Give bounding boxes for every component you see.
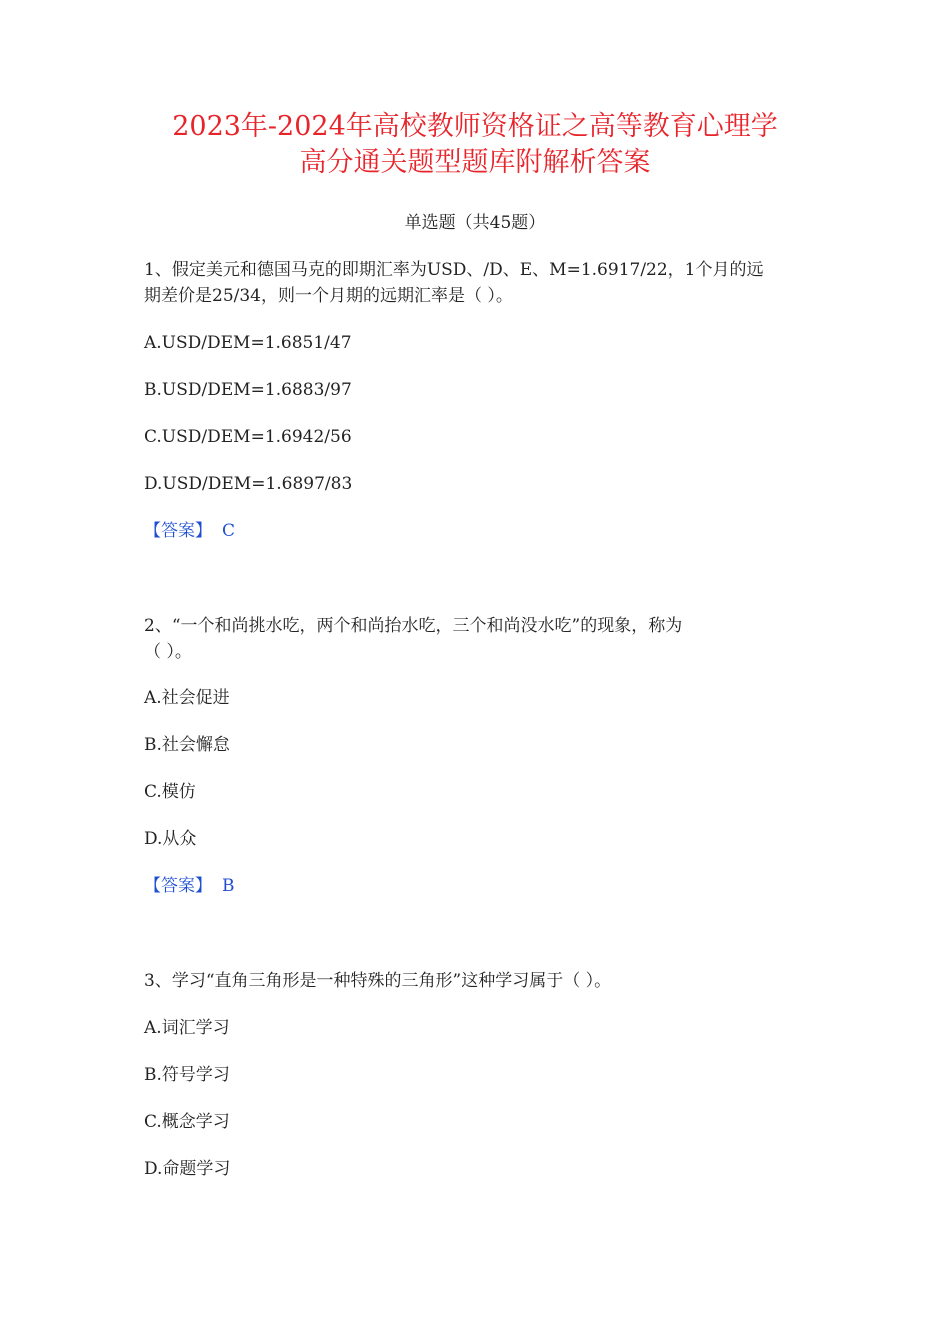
- question-1-option-a: A.USD/DEM=1.6851/47: [144, 333, 352, 353]
- question-2-answer: [144, 873, 235, 899]
- document-title-line-2: 高分通关题型题库附解析答案: [299, 147, 651, 178]
- question-2-option-c: C.模仿: [144, 782, 196, 802]
- question-2-option-b: B.社会懈怠: [144, 735, 230, 755]
- question-2-option-a: A.社会促进: [144, 688, 230, 708]
- question-3-option-b: B.符号学习: [144, 1065, 230, 1085]
- document-title-line-1: 2023年-2024年高校教师资格证之高等教育心理学: [172, 111, 778, 142]
- question-1-stem-line-2: 期差价是25/34，则一个月期的远期汇率是（ ）。: [144, 286, 513, 306]
- question-3-option-c: C.概念学习: [144, 1112, 230, 1132]
- section-heading: 单选题（共45题）: [404, 213, 546, 233]
- question-3-option-d: D.命题学习: [144, 1159, 231, 1179]
- question-2-stem-line-2: （ ）。: [144, 642, 192, 662]
- question-2-stem-line-1: 2、“一个和尚挑水吃，两个和尚抬水吃，三个和尚没水吃”的现象，称为: [144, 616, 683, 636]
- question-1-option-b: B.USD/DEM=1.6883/97: [144, 380, 352, 400]
- question-1-option-c: C.USD/DEM=1.6942/56: [144, 427, 352, 447]
- answer-value: B: [222, 876, 235, 896]
- answer-label: 【答案】: [144, 521, 212, 541]
- question-1-option-d: D.USD/DEM=1.6897/83: [144, 474, 353, 494]
- question-3-stem-line-1: 3、学习“直角三角形是一种特殊的三角形”这种学习属于（ ）。: [144, 971, 612, 991]
- answer-label: 【答案】: [144, 876, 212, 896]
- question-2-option-d: D.从众: [144, 829, 197, 849]
- answer-value: C: [222, 521, 236, 541]
- question-1-answer: [144, 518, 235, 544]
- question-3-option-a: A.词汇学习: [144, 1018, 230, 1038]
- question-1-stem-line-1: 1、假定美元和德国马克的即期汇率为USD、/D、E、M=1.6917/22，1个月的远: [144, 260, 764, 280]
